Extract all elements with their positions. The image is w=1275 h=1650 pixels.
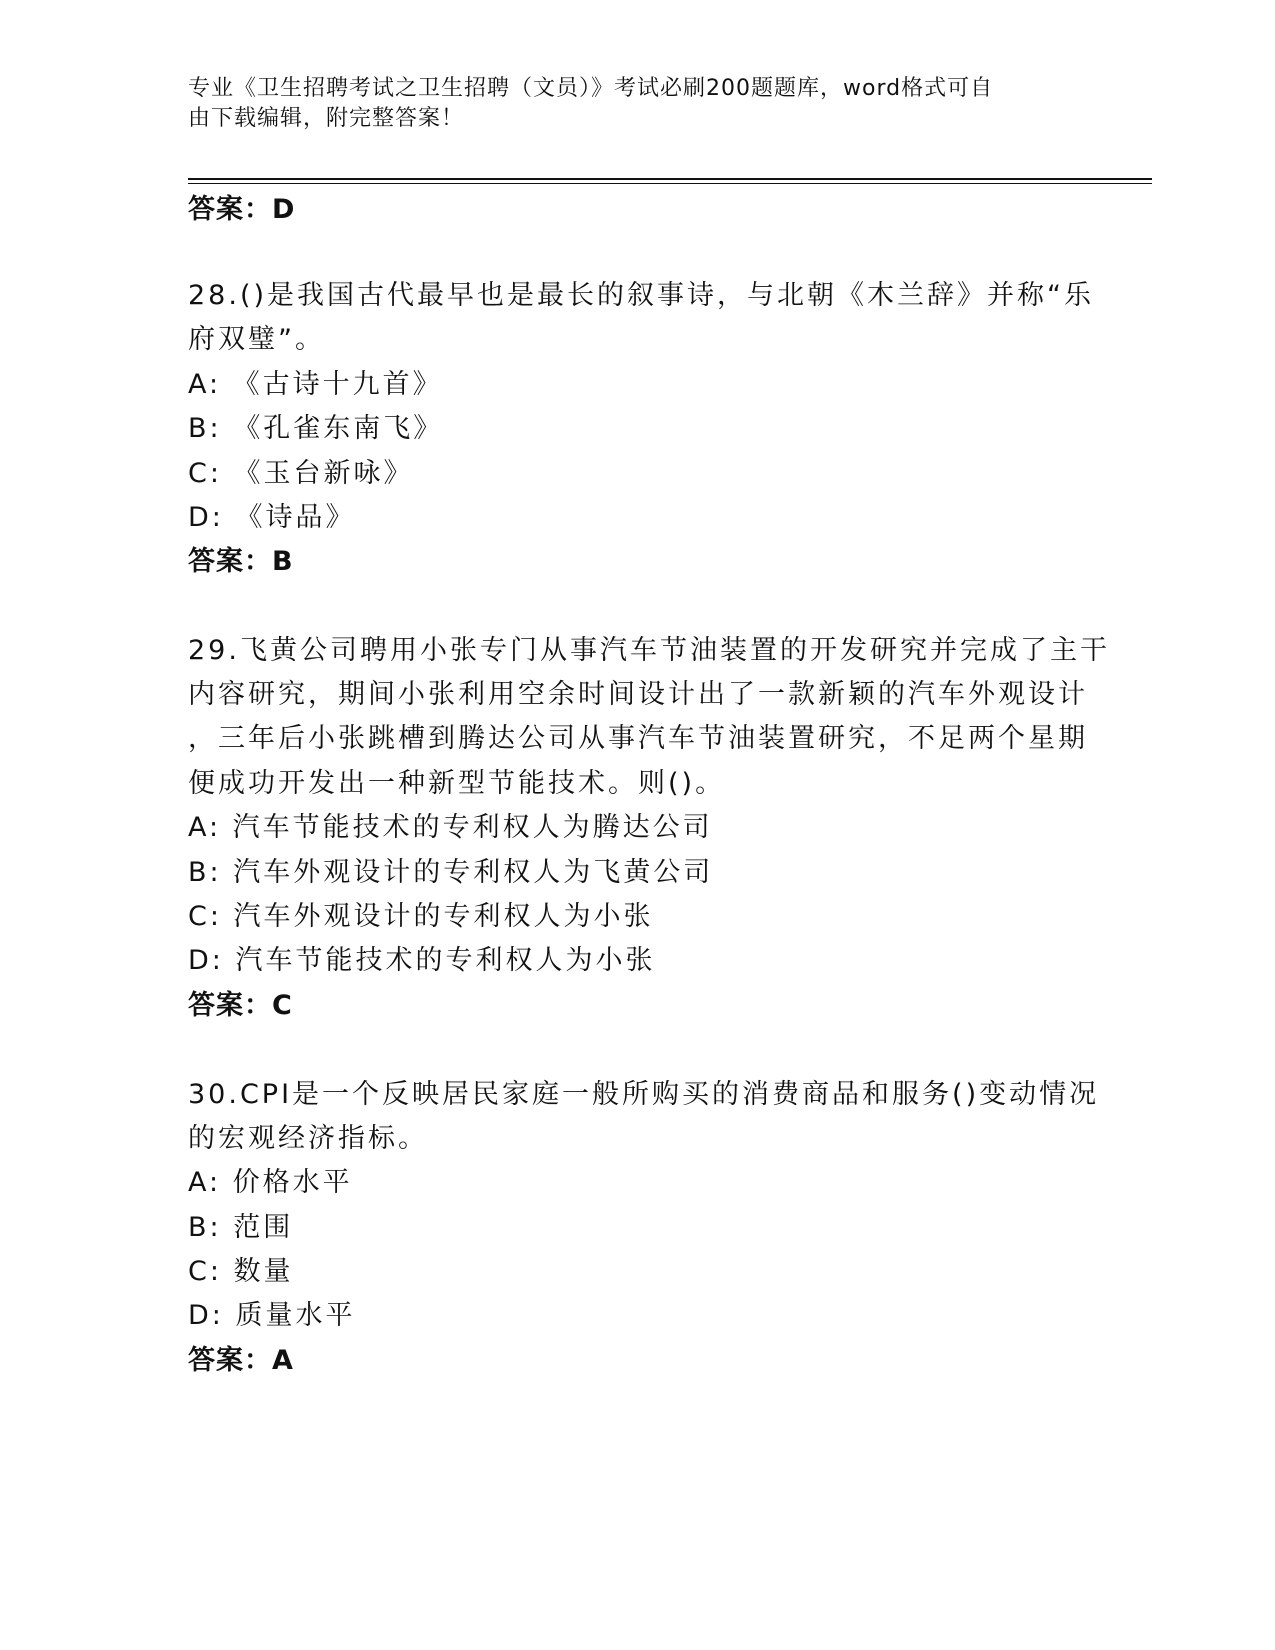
q29-option-a: A: 汽车节能技术的专利权人为腾达公司	[188, 812, 713, 843]
q29-option-c: C: 汽车外观设计的专利权人为小张	[188, 901, 654, 932]
q28-option-c: C: 《玉台新咏》	[188, 458, 414, 489]
q28-option-a: A: 《古诗十九首》	[188, 369, 443, 400]
q28-answer: 答案：B	[188, 546, 294, 577]
q29-stem-line-4: 便成功开发出一种新型节能技术。则()。	[188, 768, 726, 799]
q29-answer: 答案：C	[188, 990, 293, 1021]
q30-stem-line-2: 的宏观经济指标。	[188, 1123, 428, 1154]
header-line-2: 由下载编辑，附完整答案！	[188, 106, 465, 131]
q28-option-d: D: 《诗品》	[188, 502, 356, 533]
page-header	[188, 74, 1068, 134]
q28-stem-line-2: 府双璧”。	[188, 324, 325, 355]
q30-option-a: A: 价格水平	[188, 1167, 353, 1198]
q30-option-c: C: 数量	[188, 1256, 294, 1287]
header-rule-thin	[188, 183, 1152, 184]
q29-stem-line-2: 内容研究，期间小张利用空余时间设计出了一款新颖的汽车外观设计	[188, 679, 1088, 710]
q30-stem-line-1: 30.CPI是一个反映居民家庭一般所购买的消费商品和服务()变动情况	[188, 1079, 1100, 1110]
q30-option-d: D: 质量水平	[188, 1300, 356, 1331]
q29-option-b: B: 汽车外观设计的专利权人为飞黄公司	[188, 857, 714, 888]
q29-option-d: D: 汽车节能技术的专利权人为小张	[188, 945, 656, 976]
q28-option-b: B: 《孔雀东南飞》	[188, 413, 444, 444]
q29-stem-line-1: 29.飞黄公司聘用小张专门从事汽车节油装置的开发研究并完成了主干	[188, 635, 1110, 666]
header-line-1: 专业《卫生招聘考试之卫生招聘（文员）》考试必刷200题题库，word格式可自	[188, 76, 994, 101]
q28-stem-line-1: 28.()是我国古代最早也是最长的叙事诗，与北朝《木兰辞》并称“乐	[188, 280, 1094, 311]
q30-answer: 答案：A	[188, 1345, 294, 1376]
q29-stem-line-3: ，三年后小张跳槽到腾达公司从事汽车节油装置研究，不足两个星期	[188, 723, 1088, 754]
header-rule-thick	[188, 178, 1152, 180]
q30-option-b: B: 范围	[188, 1212, 294, 1243]
previous-answer: 答案：D	[188, 194, 296, 225]
